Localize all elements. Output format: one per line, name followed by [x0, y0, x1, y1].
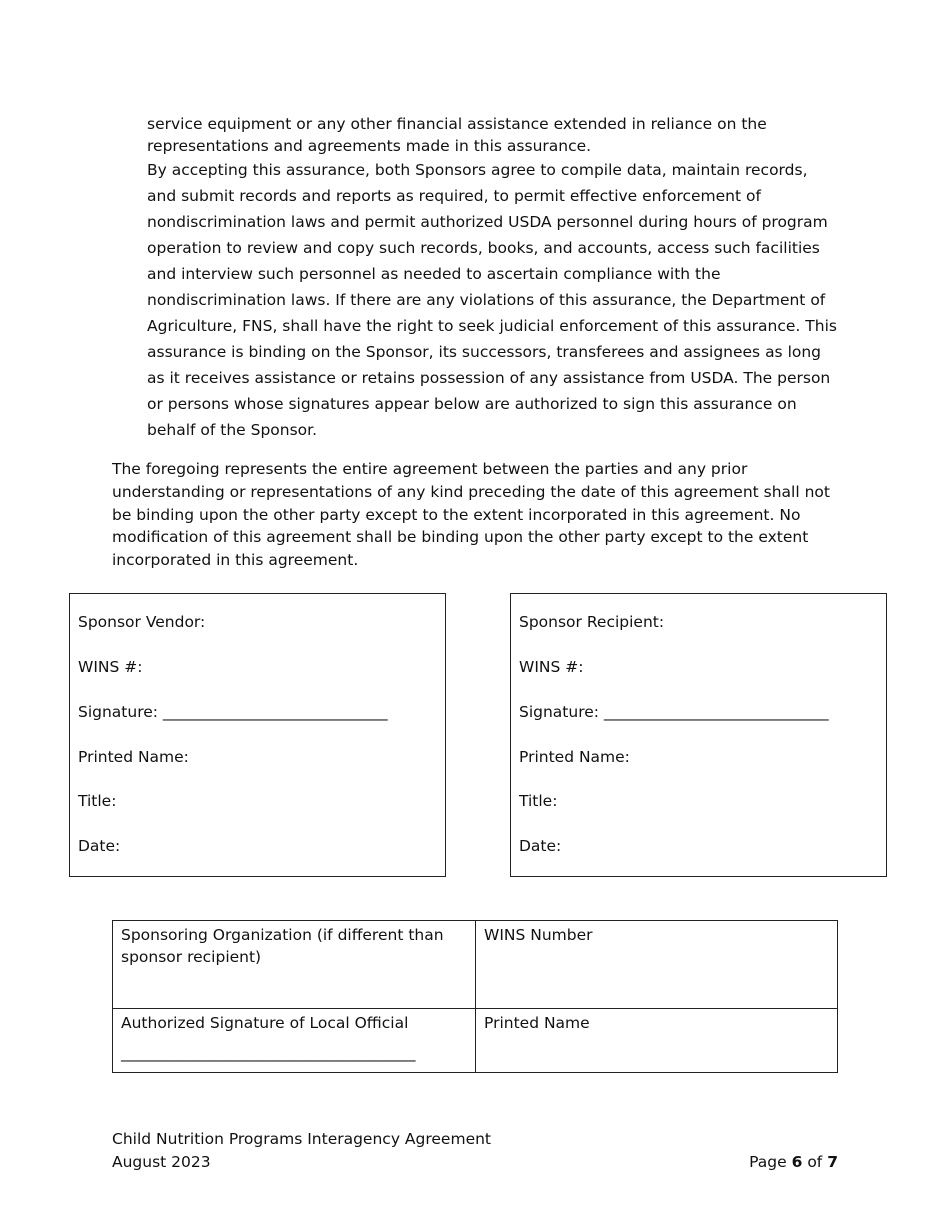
assurance-paragraph: By accepting this assurance, both Sponsors agree to compile data, maintain records, and submit records and reports as required, to permit effective enforcement of nondiscrimination laws and permit authorized USDA personnel during hours of program operation to review and copy such records, books, and accounts, access such facilities and interview such personnel as needed to ascertain compliance with the nondiscrimination laws. If there are any violations of this assurance, the Department of Agriculture, FNS, shall have the right to seek judicial enforcement of this assurance. This assurance is binding on the Sponsor, its successors, transferees and assignees as long as it receives assistance or retains possession of any assistance from USDA. The person or persons whose signatures appear below are authorized to sign this assurance on behalf of the Sponsor. — [147, 161, 837, 439]
vendor-wins-label: WINS #: — [78, 658, 143, 676]
recipient-date-label: Date: — [519, 837, 562, 855]
recipient-title-label: Title: — [519, 792, 558, 810]
sponsor-recipient-box — [510, 593, 887, 877]
page-of: of — [807, 1153, 823, 1171]
entire-agreement-paragraph: The foregoing represents the entire agreement between the parties and any prior understanding or representations of any kind preceding the date of this agreement shall not be binding upon the other party except to the extent incorporated in this agreement. No modification of this agreement shall be binding upon the other party except to the extent incorporated in this agreement. — [112, 460, 830, 570]
table-row — [113, 1009, 838, 1073]
sponsor-vendor-box — [69, 593, 446, 877]
wins-number-cell[interactable]: WINS Number — [476, 921, 838, 1009]
recipient-sponsor-label: Sponsor Recipient: — [519, 613, 665, 631]
authorized-signature-cell[interactable] — [113, 1009, 476, 1073]
vendor-signature-field[interactable]: Signature: _____________________________ — [78, 703, 388, 721]
page-label: Page — [749, 1153, 787, 1171]
assurance-continuation: service equipment or any other financial assistance extended in reliance on the representations and agreements made in this assurance. — [147, 115, 767, 155]
table-row — [113, 921, 838, 1009]
vendor-sponsor-label: Sponsor Vendor: — [78, 613, 206, 631]
signature-line: ______________________________________ — [121, 1044, 416, 1062]
vendor-date-label: Date: — [78, 837, 121, 855]
recipient-signature-field[interactable]: Signature: _____________________________ — [519, 703, 829, 721]
vendor-printed-name-label: Printed Name: — [78, 748, 189, 766]
recipient-wins-label: WINS #: — [519, 658, 584, 676]
page-total: 7 — [827, 1153, 838, 1171]
page-current: 6 — [791, 1153, 803, 1171]
page-number — [749, 1151, 838, 1174]
footer-title: Child Nutrition Programs Interagency Agreement — [112, 1130, 492, 1148]
sponsoring-org-cell[interactable]: Sponsoring Organization (if different than sponsor recipient) — [113, 921, 476, 1009]
footer-date: August 2023 — [112, 1153, 211, 1171]
footer — [112, 1128, 491, 1174]
sponsoring-organization-table — [112, 920, 838, 1073]
printed-name-cell[interactable]: Printed Name — [476, 1009, 838, 1073]
recipient-printed-name-label: Printed Name: — [519, 748, 630, 766]
authorized-signature-label: Authorized Signature of Local Official — [121, 1014, 409, 1032]
vendor-title-label: Title: — [78, 792, 117, 810]
